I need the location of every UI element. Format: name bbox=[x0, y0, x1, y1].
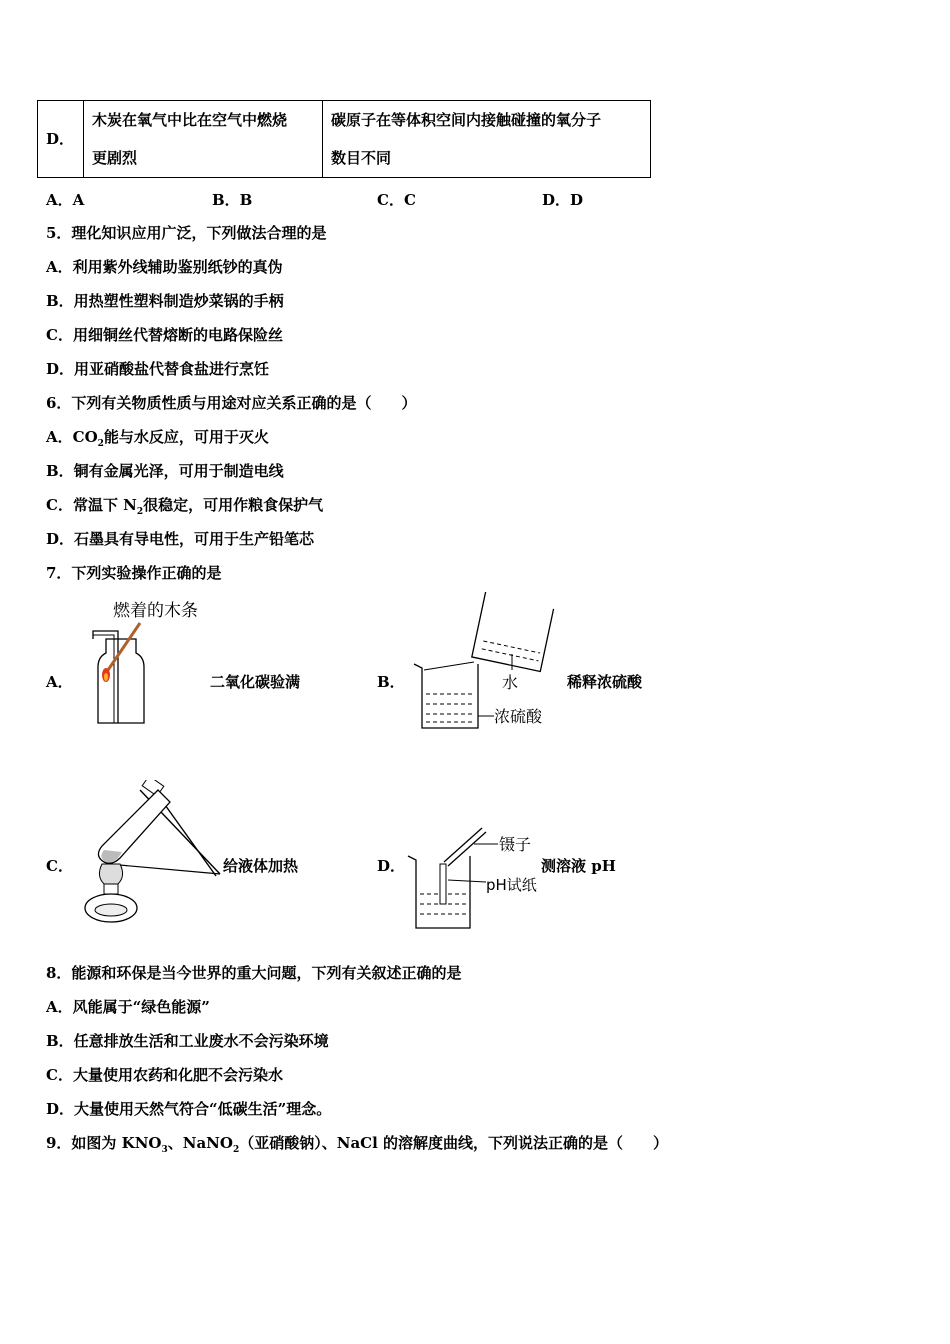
q4-answer-d[interactable]: D．D bbox=[542, 191, 584, 209]
q8-option-d[interactable]: D．大量使用天然气符合“低碳生活”理念。 bbox=[46, 1100, 332, 1118]
solution-beaker bbox=[408, 856, 470, 928]
q7-d-figure bbox=[404, 822, 544, 932]
phenomenon-line1: 木炭在氧气中比在空气中燃烧 bbox=[92, 111, 288, 129]
tweezers-icon bbox=[444, 828, 482, 862]
q9-stem-post: （亚硝酸钠）、NaCl 的溶解度曲线，下列说法正确的是（ ） bbox=[239, 1134, 669, 1152]
tube-holder bbox=[108, 864, 220, 874]
lamp-fuel bbox=[95, 904, 127, 916]
burning-stick-label: 燃着的木条 bbox=[113, 601, 198, 621]
q6-option-c-pre: C．常温下 N bbox=[46, 496, 137, 514]
lamp-neck bbox=[104, 884, 118, 894]
q9-sub1: 3 bbox=[161, 1145, 168, 1155]
q7-stem: 7．下列实验操作正确的是 bbox=[46, 564, 222, 582]
acid-label: 浓硫酸 bbox=[494, 707, 543, 726]
ph-paper-label: pH试纸 bbox=[486, 876, 537, 894]
q6-option-a-sub: 2 bbox=[97, 439, 104, 449]
water-label: 水 bbox=[502, 673, 519, 692]
table-explanation bbox=[323, 101, 651, 178]
options-table bbox=[37, 100, 651, 178]
q6-option-a-pre: A．CO bbox=[46, 428, 98, 446]
tweezers-arm bbox=[448, 832, 486, 866]
q8-option-a[interactable]: A．风能属于“绿色能源” bbox=[46, 998, 210, 1016]
q7-option-c-caption: 给液体加热 bbox=[223, 857, 299, 875]
q5-option-b[interactable]: B．用热塑性塑料制造炒菜锅的手柄 bbox=[46, 292, 284, 310]
table-option-label: D． bbox=[38, 101, 84, 178]
q7-option-d-caption: 测溶液 pH bbox=[541, 857, 616, 875]
flame-core bbox=[104, 673, 108, 681]
q7-option-a-label[interactable]: A． bbox=[46, 673, 73, 691]
table-phenomenon bbox=[84, 101, 323, 178]
q6-option-c[interactable] bbox=[46, 495, 323, 522]
q4-answer-b[interactable]: B．B bbox=[212, 191, 253, 209]
tweezers-label: 镊子 bbox=[499, 835, 532, 854]
q7-option-d-label[interactable]: D． bbox=[377, 857, 406, 875]
explanation-line2: 数目不同 bbox=[331, 149, 392, 167]
q7-option-b-caption: 稀释浓硫酸 bbox=[567, 673, 643, 691]
ph-paper-pointer bbox=[448, 880, 486, 882]
q5-option-d[interactable]: D．用亚硝酸盐代替食盐进行烹饪 bbox=[46, 360, 270, 378]
q7-a-figure bbox=[88, 595, 218, 730]
q6-option-a[interactable] bbox=[46, 427, 269, 454]
q5-option-c[interactable]: C．用细铜丝代替熔断的电路保险丝 bbox=[46, 326, 283, 344]
q6-option-a-post: 能与水反应，可用于灭火 bbox=[103, 428, 269, 446]
q9-stem-pre: 9．如图为 KNO bbox=[46, 1134, 162, 1152]
q8-option-c[interactable]: C．大量使用农药和化肥不会污染水 bbox=[46, 1066, 283, 1084]
lamp-flame bbox=[99, 864, 122, 884]
q7-option-b-label[interactable]: B． bbox=[377, 673, 405, 691]
tube-liquid bbox=[101, 850, 122, 863]
q7-option-a-caption: 二氧化碳验满 bbox=[210, 673, 301, 691]
q6-option-b[interactable]: B．铜有金属光泽，可用于制造电线 bbox=[46, 462, 284, 480]
q6-option-c-sub: 2 bbox=[136, 507, 144, 517]
q6-option-c-post: 很稳定，可用作粮食保护气 bbox=[143, 496, 324, 514]
phenomenon-line2: 更剧烈 bbox=[92, 149, 138, 167]
q6-option-d[interactable]: D．石墨具有导电性，可用于生产铅笔芯 bbox=[46, 530, 315, 548]
q8-stem: 8．能源和环保是当今世界的重大问题，下列有关叙述正确的是 bbox=[46, 964, 462, 982]
q7-option-c-label[interactable]: C． bbox=[46, 857, 73, 875]
q9-stem-mid: 、NaNO bbox=[167, 1134, 233, 1152]
q5-option-a[interactable]: A．利用紫外线辅助鉴别纸钞的真伪 bbox=[46, 258, 283, 276]
q5-stem: 5．理化知识应用广泛，下列做法合理的是 bbox=[46, 224, 327, 242]
q9-sub2: 2 bbox=[232, 1145, 240, 1155]
q7-c-figure bbox=[80, 780, 225, 930]
ph-paper bbox=[440, 864, 446, 904]
pour-stream bbox=[424, 662, 474, 670]
q9-stem bbox=[46, 1133, 668, 1160]
q7-b-figure bbox=[408, 592, 568, 737]
q6-stem: 6．下列有关物质性质与用途对应关系正确的是（ ） bbox=[46, 394, 417, 412]
table-row bbox=[38, 101, 651, 178]
q4-answer-a[interactable]: A．A bbox=[46, 191, 85, 209]
tilted-beaker bbox=[464, 592, 556, 671]
explanation-line1: 碳原子在等体积空间内接触碰撞的氧分子 bbox=[331, 111, 602, 129]
q4-answer-c[interactable]: C．C bbox=[377, 191, 416, 209]
q8-option-b[interactable]: B．任意排放生活和工业废水不会污染环境 bbox=[46, 1032, 329, 1050]
acid-beaker bbox=[414, 664, 478, 728]
